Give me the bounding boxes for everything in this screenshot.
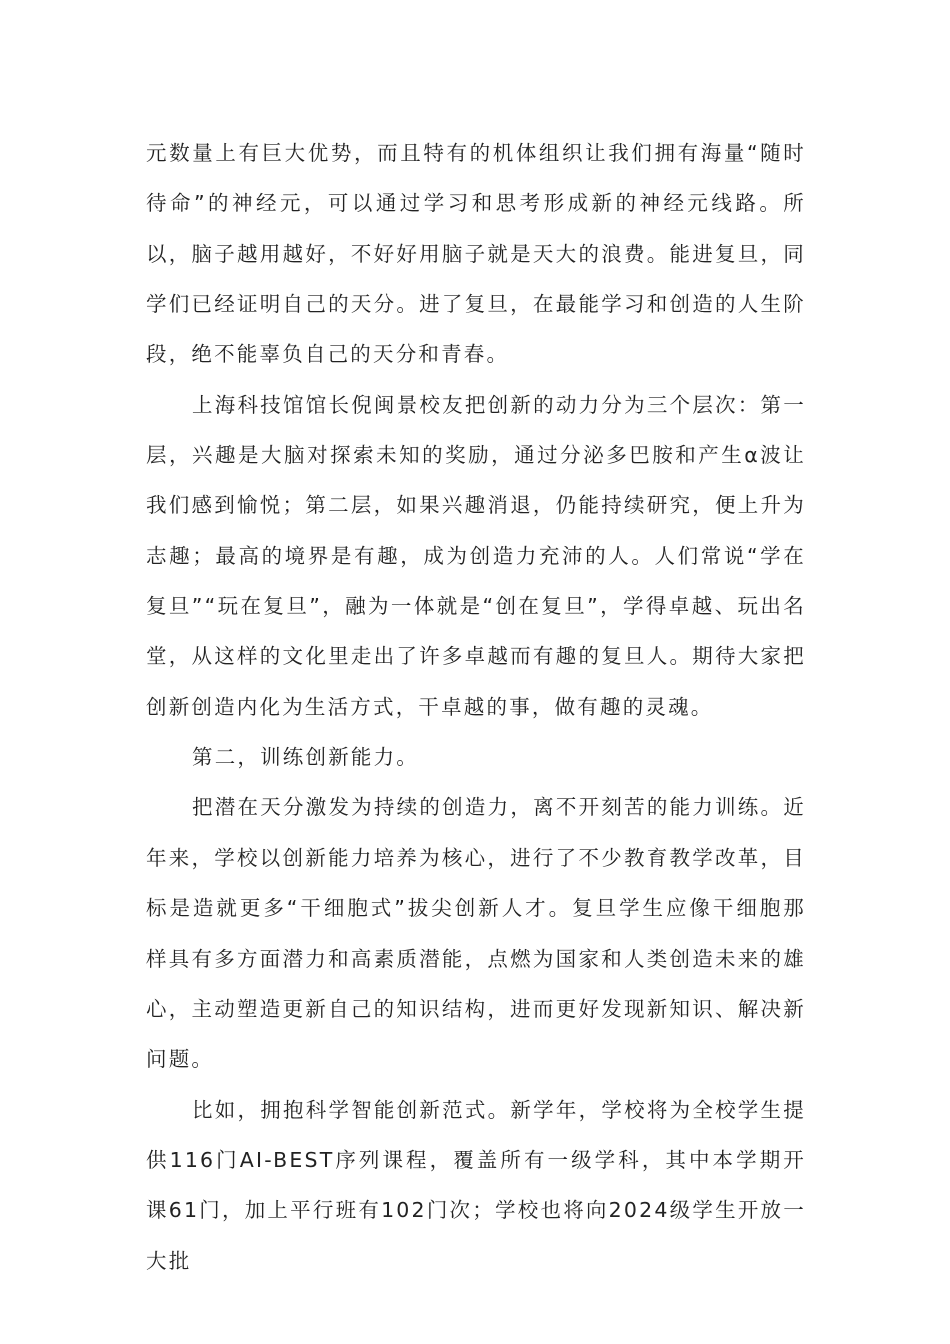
body-text (146, 128, 806, 1286)
paragraph-ability-training: 把潜在天分激发为持续的创造力，离不开刻苦的能力训练。近年来，学校以创新能力培养为核心，进行了不少教育教学改革，目标是造就更多“干细胞式”拔尖创新人才。复旦学生应像干细胞那样具有多方面潜力和高素质潜能，点燃为国家和人类创造未来的雄心，主动塑造更新自己的知识结构，进而更好发现新知识、解决新问题。 (146, 795, 806, 1072)
paragraph-ai-courses: 比如，拥抱科学智能创新范式。新学年，学校将为全校学生提供116门AI-BEST序列课程，覆盖所有一级学科，其中本学期开课61门，加上平行班有102门次；学校也将向2024级学生开放一大批 (146, 1097, 806, 1273)
section-heading-second: 第二，训练创新能力。 (192, 745, 419, 770)
paragraph-innovation-motivation: 上海科技馆馆长倪闽景校友把创新的动力分为三个层次：第一层，兴趣是大脑对探索未知的奖励，通过分泌多巴胺和产生α波让我们感到愉悦；第二层，如果兴趣消退，仍能持续研究，便上升为志趣；最高的境界是有趣，成为创造力充沛的人。人们常说“学在复旦”“玩在复旦”，融为一体就是“创在复旦”，学得卓越、玩出名堂，从这样的文化里走出了许多卓越而有趣的复旦人。期待大家把创新创造内化为生活方式，干卓越的事，做有趣的灵魂。 (146, 392, 806, 719)
paragraph-continued: 元数量上有巨大优势，而且特有的机体组织让我们拥有海量“随时待命”的神经元，可以通过学习和思考形成新的神经元线路。所以，脑子越用越好，不好好用脑子就是天大的浪费。能进复旦，同学们已经证明自己的天分。进了复旦，在最能学习和创造的人生阶段，绝不能辜负自己的天分和青春。 (146, 141, 806, 367)
